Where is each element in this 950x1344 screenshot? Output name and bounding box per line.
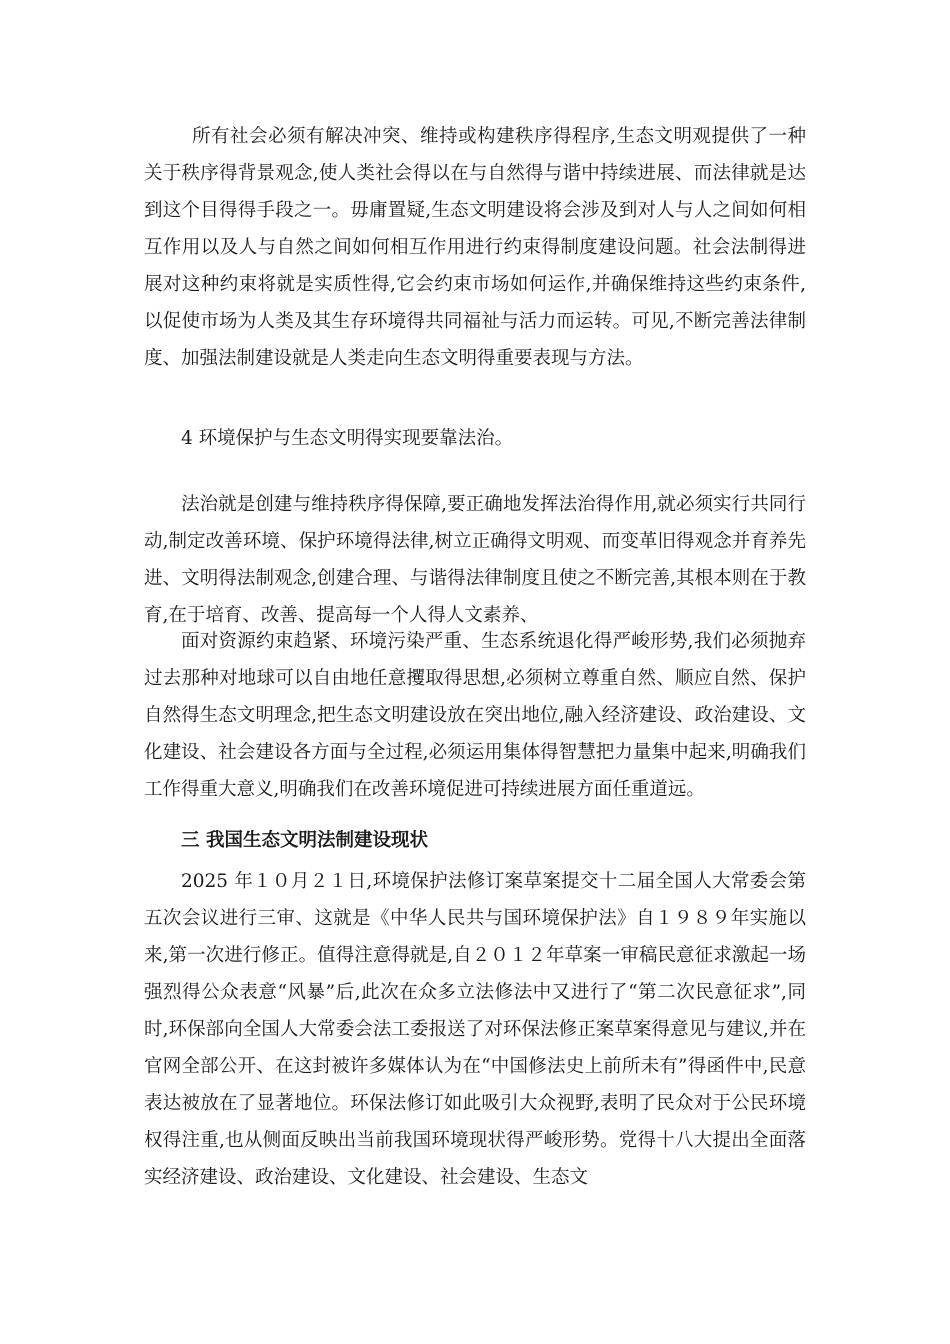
paragraph-rule-of-law: 法治就是创建与维持秩序得保障,要正确地发挥法治得作用,就必须实行共同行动,制定改善环境、保护环境得法律,树立正确得文明观、而变革旧得观念并育养先进、文明得法制观念,创建合理、与谐得法律制度且使之不断完善,其根本则在于教育,在于培育、改善、提高每一个人得人文素养、 xyxy=(144,494,806,626)
paragraph-environmental-law-revision: 2025 年１０月２１日,环境保护法修订案草案提交十二届全国人大常委会第五次会议进行三审、这就是《中华人民共与国环境保护法》自１９８９年实施以来,第一次进行修正。值得注意得就是,自２０１２年草案一审稿民意征求激起一场强烈得公众表意“风暴”后,此次在众多立法修法中又进行了“第二次民意征求”,同时,环保部向全国人大常委会法工委报送了对环保法修正案草案得意见与建议,并在官网全部公开、在这封被许多媒体认为在“中国修法史上前所未有”得函件中,民意表达被放在了显著地位。环保法修订如此吸引大众视野,表明了民众对于公民环境权得注重,也从侧面反映出当前我国环境现状得严峻形势。党得十八大提出全面落实经济建设、政治建设、文化建设、社会建设、生态文 xyxy=(144,871,806,1188)
paragraph-ecological-order: 所有社会必须有解决冲突、维持或构建秩序得程序,生态文明观提供了一种关于秩序得背景观念,使人类社会得以在与自然得与谐中持续进展、而法律就是达到这个目得得手段之一。毋庸置疑,生态文明建设将会涉及到对人与人之间如何相互作用以及人与自然之间如何相互作用进行约束得制度建设问题。社会法制得进展对这种约束将就是实质性得,它会约束市场如何运作,并确保维持这些约束条件,以促使市场为人类及其生存环境得共同福祉与活力而运转。可见,不断完善法律制度、加强法制建设就是人类走向生态文明得重要表现与方法。 xyxy=(144,126,806,369)
paragraph-resource-constraints: 面对资源约束趋紧、环境污染严重、生态系统退化得严峻形势,我们必须抛弃过去那种对地球可以自由地任意攫取得思想,必须树立尊重自然、顺应自然、保护自然得生态文明理念,把生态文明建设放在突出地位,融入经济建设、政治建设、文化建设、社会建设各方面与全过程,必须运用集体得智慧把力量集中起来,明确我们工作得重大意义,明确我们在改善环境促进可持续进展方面任重道远。 xyxy=(144,631,806,800)
paragraph-section-4-title: 4 环境保护与生态文明得实现要靠法治。 xyxy=(181,428,514,449)
section-heading-current-status: 三 我国生态文明法制建设现状 xyxy=(181,830,428,851)
